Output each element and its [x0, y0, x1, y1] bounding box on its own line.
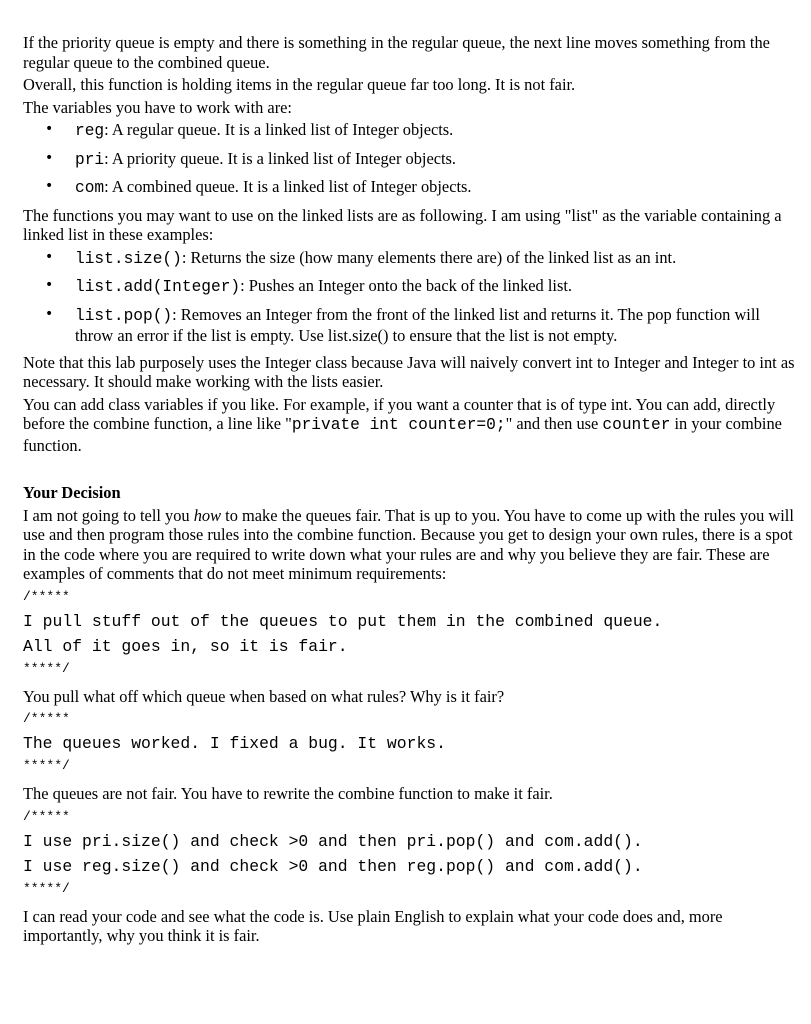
- comment-open: /*****: [23, 808, 70, 824]
- bullet-icon: •: [45, 121, 54, 137]
- variable-description: : A regular queue. It is a linked list of Integer objects.: [104, 120, 454, 139]
- functions-list: [23, 248, 795, 346]
- bad-comment-example: [23, 587, 795, 679]
- variable-name: com: [75, 179, 105, 197]
- intro-paragraph-2: Overall, this function is holding items in the regular queue far too long. It is not fair.: [23, 75, 576, 94]
- variable-description: : A priority queue. It is a linked list of Integer objects.: [104, 148, 457, 168]
- bullet-icon: •: [45, 248, 54, 265]
- comment-close: *****/: [23, 880, 70, 896]
- class-variables-paragraph: [23, 395, 795, 456]
- list-item: [23, 248, 795, 270]
- list-item: [23, 120, 795, 142]
- intro-paragraph-3: The variables you have to work with are:: [23, 97, 292, 117]
- list-item: [23, 177, 795, 199]
- decision-emphasis: how: [193, 505, 222, 525]
- bullet-icon: •: [45, 149, 54, 166]
- class-vars-text-after: in your combine function.: [23, 414, 782, 455]
- function-description: : Pushes an Integer onto the back of the linked list.: [240, 276, 572, 295]
- class-vars-code-example: private int counter=0;: [291, 416, 506, 434]
- function-signature: list.pop(): [75, 306, 173, 325]
- bad-comment-example: [23, 709, 795, 776]
- note-paragraph: Note that this lab purposely uses the Integer class because Java will naively convert int to Integer and Integer to int as necessary. It should make working with the lists easier.: [23, 352, 795, 391]
- comment-line: I use pri.size() and check >0 and then pri.pop() and com.add().: [23, 831, 643, 851]
- comment-line: The queues worked. I fixed a bug. It works.: [23, 734, 446, 753]
- example-feedback: The queues are not fair. You have to rewrite the combine function to make it fair.: [23, 784, 553, 803]
- document-page: [23, 33, 795, 949]
- function-signature: list.size(): [75, 249, 182, 268]
- intro-paragraph-1: If the priority queue is empty and there is something in the regular queue, the next line moves something from the regular queue to the combined queue.: [23, 33, 770, 72]
- list-item: [23, 149, 795, 171]
- decision-paragraph: [23, 506, 795, 584]
- function-description: : Returns the size (how many elements there are) of the linked list as an int.: [181, 247, 677, 267]
- variable-name: reg: [75, 122, 105, 140]
- comment-line: I pull stuff out of the queues to put them in the combined queue.: [23, 611, 663, 631]
- comment-line: I use reg.size() and check >0 and then reg.pop() and com.add().: [23, 856, 643, 876]
- variables-list: [23, 120, 795, 199]
- list-item: [23, 276, 795, 298]
- decision-text-before: I am not going to tell you: [23, 505, 194, 525]
- comment-open: /*****: [23, 588, 70, 604]
- class-vars-text-middle: " and then use: [505, 414, 603, 433]
- section-heading: Your Decision: [23, 483, 121, 502]
- variable-name: pri: [75, 150, 105, 169]
- example-feedback: You pull what off which queue when based on what rules? Why is it fair?: [23, 686, 505, 706]
- comment-line: All of it goes in, so it is fair.: [23, 636, 348, 656]
- variable-description: : A combined queue. It is a linked list of Integer objects.: [104, 177, 472, 196]
- comment-close: *****/: [23, 660, 70, 676]
- class-vars-code-counter: counter: [602, 416, 671, 434]
- decision-text-after: to make the queues fair. That is up to you. You have to come up with the rules you will use and then program those rules into the combine function. Because you get to design your own rules, there is a spot in the code where you are required to write down what your rules are and why you believe they are fair. These are examples of comments that do not meet minimum requirements:: [23, 505, 794, 583]
- function-description: : Removes an Integer from the front of the linked list and returns it. The pop function will throw an error if the list is empty. Use list.size() to ensure that the list is not empty.: [75, 304, 760, 345]
- list-item: [23, 305, 795, 346]
- functions-intro: The functions you may want to use on the linked lists are as following. I am using "list" as the variable containing a linked list in these examples:: [23, 205, 782, 244]
- function-signature: list.add(Integer): [75, 278, 241, 296]
- bad-comment-example: [23, 807, 795, 899]
- comment-close: *****/: [23, 758, 70, 773]
- example-feedback: I can read your code and see what the code is. Use plain English to explain what your code does and, more importantly, why you think it is fair.: [23, 906, 723, 945]
- bullet-icon: •: [45, 178, 54, 194]
- bullet-icon: •: [45, 305, 54, 322]
- class-vars-text-before: You can add class variables if you like. For example, if you want a counter that is of type int. You can add, directly before the combine function, a line like ": [23, 394, 776, 433]
- comment-open: /*****: [23, 711, 70, 726]
- bullet-icon: •: [45, 277, 54, 293]
